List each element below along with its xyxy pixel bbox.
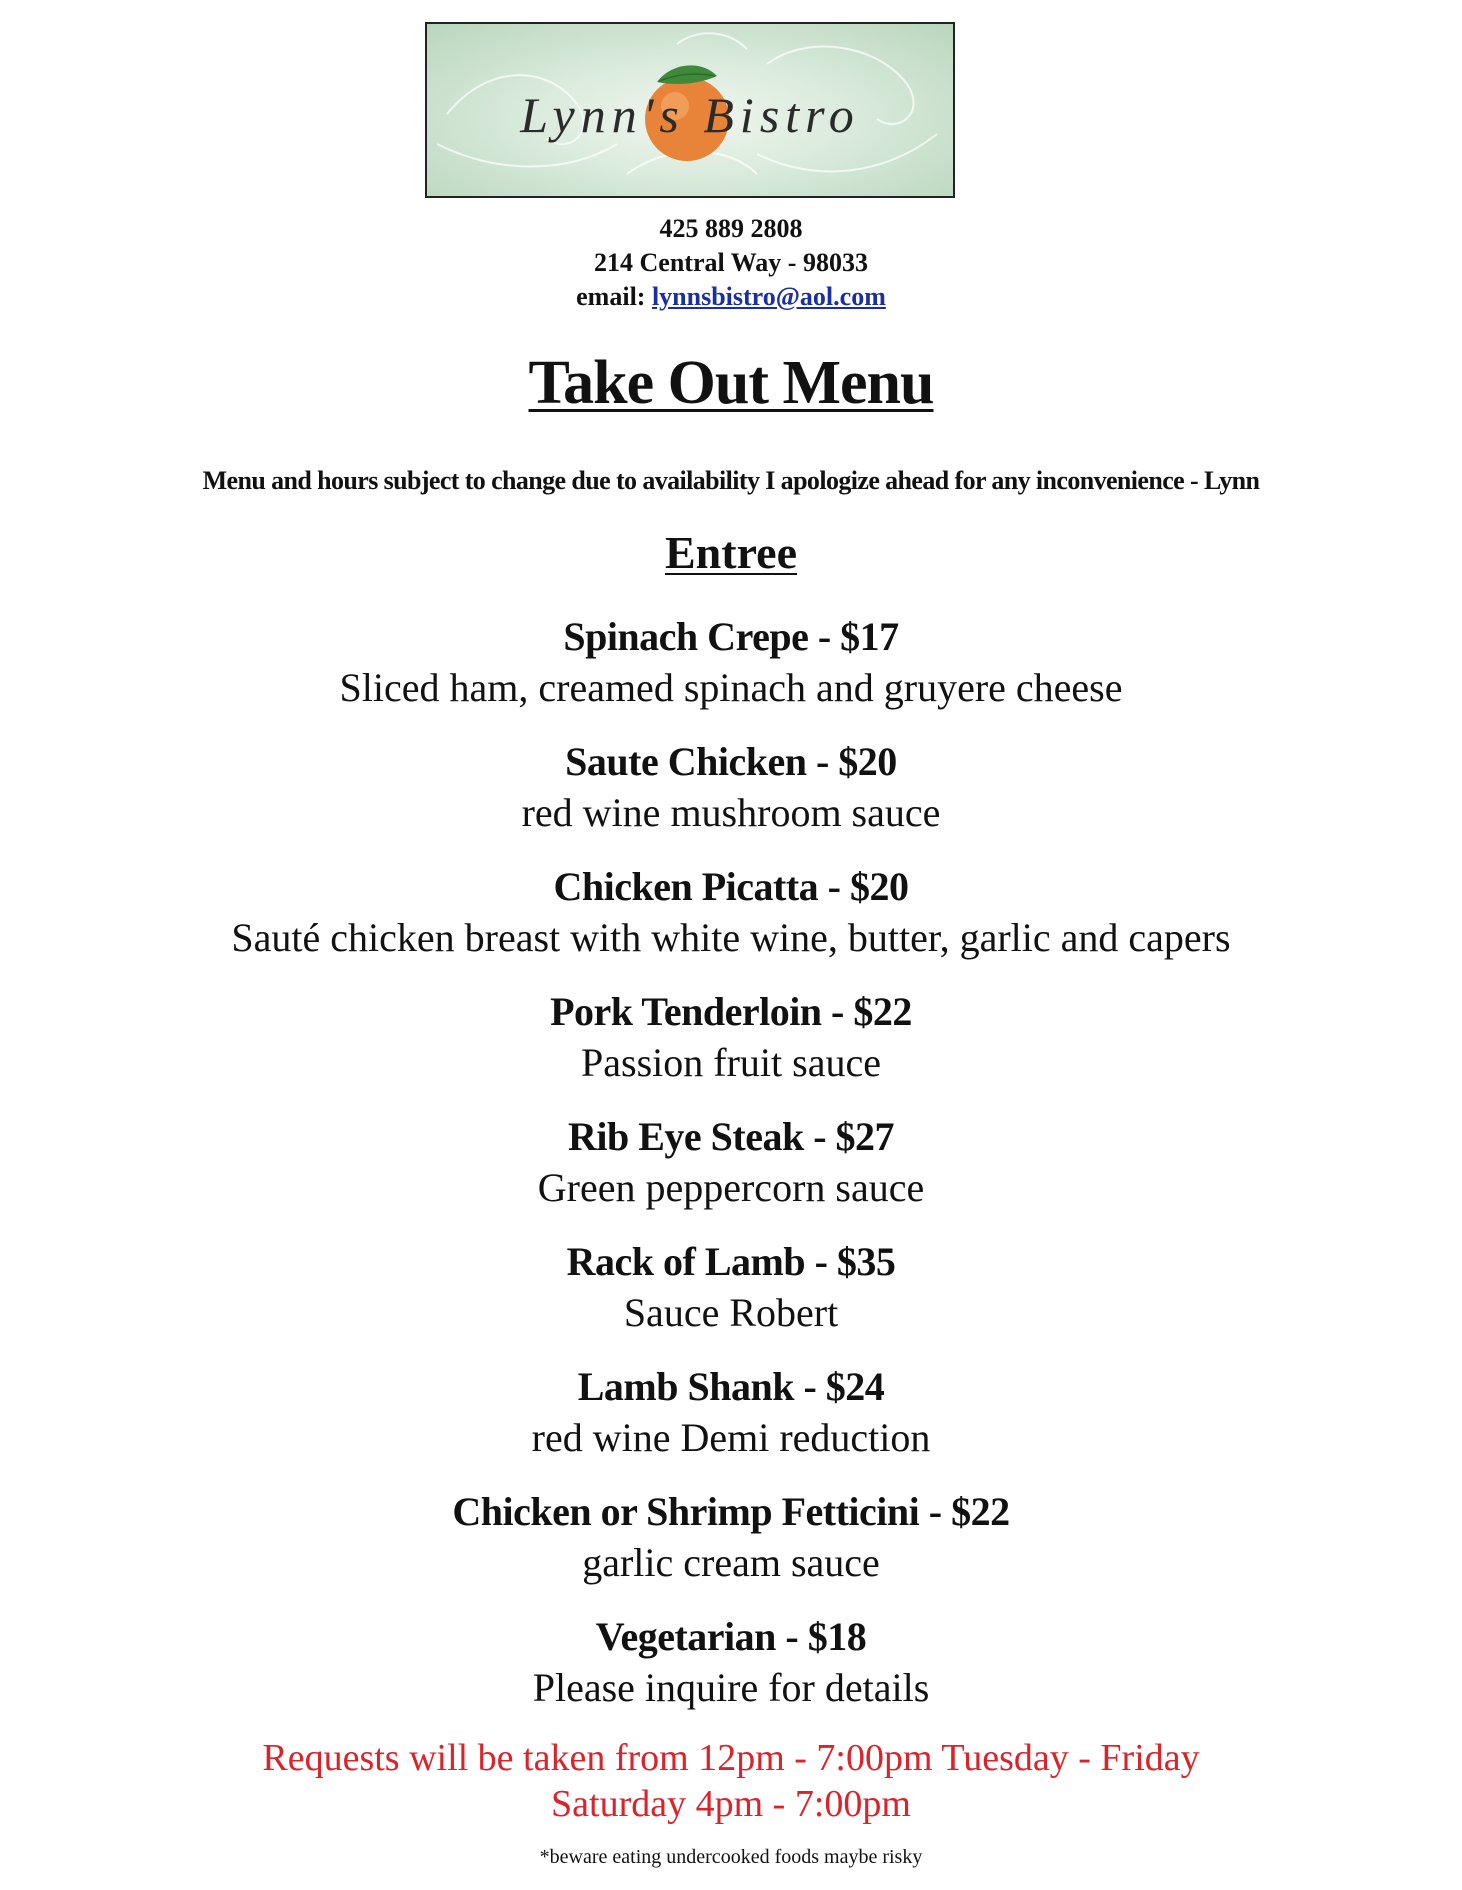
menu-item-name: Saute Chicken - $20 (565, 739, 897, 784)
menu-item (0, 1612, 1462, 1737)
restaurant-logo (425, 22, 955, 198)
menu-item (0, 1237, 1462, 1362)
street-address: 214 Central Way - 98033 (594, 248, 868, 277)
food-safety-footnote: *beware eating undercooked foods maybe risky (539, 1846, 923, 1868)
phone-number: 425 889 2808 (659, 214, 803, 243)
menu-item (0, 987, 1462, 1112)
menu-item-description: Sauce Robert (623, 1290, 839, 1335)
menu-item-name: Chicken or Shrimp Fetticini - $22 (452, 1489, 1010, 1534)
menu-item-name: Spinach Crepe - $17 (563, 614, 899, 659)
email-link[interactable]: lynnsbistro@aol.com (651, 282, 886, 311)
menu-item-name: Rib Eye Steak - $27 (567, 1114, 895, 1159)
menu-item-description: red wine mushroom sauce (521, 790, 941, 835)
entree-list (0, 612, 1462, 1737)
logo-text: Lynn's Bistro (520, 87, 860, 143)
menu-item-description: Passion fruit sauce (581, 1040, 881, 1085)
menu-item-description: Green peppercorn sauce (537, 1165, 925, 1210)
availability-notice: Menu and hours subject to change due to availability I apologize ahead for any inconvenience - Lynn (202, 466, 1260, 495)
contact-info (0, 212, 1462, 314)
hours-saturday: Saturday 4pm - 7:00pm (551, 1783, 911, 1825)
menu-item-name: Rack of Lamb - $35 (566, 1239, 896, 1284)
menu-item-name: Chicken Picatta - $20 (553, 864, 909, 909)
email-label: email: (576, 282, 652, 311)
hours-weekday: Requests will be taken from 12pm - 7:00pm Tuesday - Friday (262, 1737, 1200, 1779)
menu-item-description: red wine Demi reduction (531, 1415, 931, 1460)
menu-item-description: Sauté chicken breast with white wine, butter, garlic and capers (231, 915, 1231, 960)
menu-item (0, 1487, 1462, 1612)
page-title: Take Out Menu (528, 349, 934, 417)
menu-item-name: Lamb Shank - $24 (577, 1364, 885, 1409)
takeout-hours (0, 1735, 1462, 1827)
menu-item (0, 612, 1462, 737)
menu-item (0, 1112, 1462, 1237)
menu-item-description: Sliced ham, creamed spinach and gruyere cheese (339, 665, 1123, 710)
menu-item (0, 737, 1462, 862)
menu-item (0, 1362, 1462, 1487)
menu-item-description: garlic cream sauce (582, 1540, 880, 1585)
menu-item (0, 862, 1462, 987)
section-heading-entree: Entree (664, 527, 797, 578)
menu-item-description: Please inquire for details (532, 1665, 930, 1710)
email-line (0, 280, 1462, 314)
menu-item-name: Vegetarian - $18 (595, 1614, 867, 1659)
menu-item-name: Pork Tenderloin - $22 (550, 989, 912, 1034)
